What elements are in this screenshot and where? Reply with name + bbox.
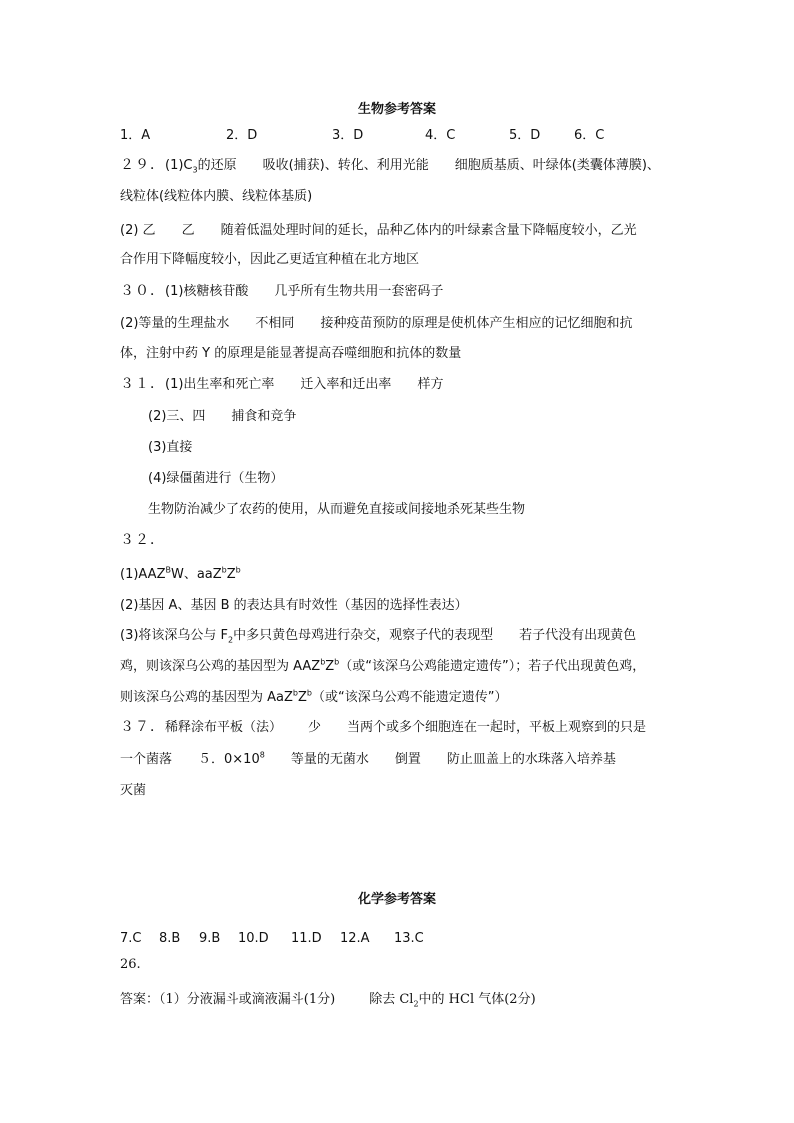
q32-text: （或“该深乌公鸡不能遗定遗传”） [311,690,508,705]
bio-title: 生物参考答案 [357,102,436,117]
q26-text: 除去 Cl [369,992,414,1007]
chem-title: 化学参考答案 [357,892,436,907]
q37-text: ５．0×10 [198,752,260,767]
q37-text: 等量的无菌水 [290,752,369,767]
q32-text: 中多只黄色母鸡进行杂交，观察子代的表现型 [233,628,494,643]
q26-answer-line [120,988,536,1009]
q29-line-3 [120,219,637,238]
q32-superscript: b [292,688,298,698]
mc-answer-13: 13.C [394,931,424,946]
q30-text: (2)等量的生理盐水 [120,316,230,331]
q29-text: (2) 乙 [120,223,156,238]
mc-answer-2: 2．D [226,128,258,143]
q31-text: 捕食和竞争 [231,409,297,424]
q26-text: 答案：（1）分液漏斗或滴液漏斗(1分) [120,992,336,1007]
q31-text: 迁入率和迁出率 [300,377,392,392]
q31-line-5: 生物防治减少了农药的使用，从而避免直接或间接地杀死某些生物 [148,502,526,517]
q37-line-1 [120,716,646,736]
q26-subscript: 2 [413,999,419,1009]
q32-superscript: b [235,565,241,575]
q37-text: 倒置 [394,752,421,767]
q29-text: 吸收(捕获)、转化、利用光能 [262,158,429,173]
q29-number: ２９． [120,157,165,173]
q30-line-3: 体，注射中药 Y 的原理是能显著提高吞噬细胞和抗体的数量 [120,346,462,361]
q26-number: 26. [120,957,141,972]
q32-text: （或“该深乌公鸡能遗定遗传”）；若子代出现黄色鸡， [339,659,646,674]
q30-text: 不相同 [255,316,295,331]
q30-text: 接种疫苗预防的原理是使机体产生相应的记忆细胞和抗 [320,316,633,331]
q37-line-3: 灭菌 [120,783,147,798]
chem-mc-answers [120,931,440,947]
q31-text: (1)出生率和死亡率 [165,377,275,392]
bio-mc-answers [120,124,720,143]
mc-answer-7: 7.C [120,931,142,946]
q37-text: 少 [308,720,322,735]
q32-text: Z [325,659,335,674]
q29-line-2: 线粒体(线粒体内膜、线粒体基质) [120,189,313,204]
q37-line-2 [120,748,616,767]
q32-line-3 [120,624,636,645]
q31-line-3: (3)直接 [148,440,193,455]
q32-text: (1)AAZ [120,567,166,582]
q30-number: ３０． [120,283,165,299]
q31-line-1 [120,373,443,393]
mc-answer-12: 12.A [340,931,370,946]
q32-line-2: (2)基因 A、基因 B 的表达具有时效性（基因的选择性表达） [120,598,468,613]
q37-superscript: 8 [259,750,265,760]
mc-answer-10: 10.D [238,931,269,946]
q29-line-1 [120,154,660,175]
mc-answer-1: 1．A [120,128,151,143]
q37-number: ３７． [120,719,165,735]
q32-text: W、aaZ [170,567,222,582]
q29-text: 的还原 [197,158,237,173]
q32-text: Z [226,567,236,582]
q30-text: (1)核糖核苷酸 [165,284,249,299]
q37-text: 当两个或多个细胞连在一起时，平板上观察到的只是 [347,720,647,735]
q30-line-2 [120,312,632,331]
q29-text: 细胞质基质、叶绿体(类囊体薄膜)、 [454,158,660,173]
q29-text: 乙 [181,223,195,238]
q32-text: 则该深乌公鸡的基因型为 AaZ [120,690,293,705]
q30-text: 几乎所有生物共用一套密码子 [274,284,444,299]
q31-line-2 [148,405,296,424]
q32-line-1 [120,563,241,582]
q32-superscript: b [320,657,326,667]
mc-answer-8: 8.B [159,931,181,946]
q37-text: 稀释涂布平板（法） [165,720,283,735]
q32-text: Z [297,690,307,705]
mc-answer-5: 5．D [509,128,541,143]
q37-text: 一个菌落 [120,752,173,767]
q32-text: 鸡，则该深乌公鸡的基因型为 AAZ [120,659,321,674]
q26-text: 中的 HCl 气体(2分) [418,992,536,1007]
q29-text: 随着低温处理时间的延长，品种乙体内的叶绿素含量下降幅度较小，乙光 [220,223,637,238]
q32-text: 若子代没有出现黄色 [519,628,637,643]
mc-answer-6: 6．C [574,128,605,143]
q32-superscript: b [221,565,227,575]
mc-answer-11: 11.D [291,931,322,946]
q29-line-4: 合作用下降幅度较小，因此乙更适宜种植在北方地区 [120,252,420,267]
q31-line-4: (4)绿僵菌进行（生物） [148,471,284,486]
q32-line-5 [120,686,507,705]
q29-text: (1)C [165,158,193,173]
q32-superscript: B [165,565,171,575]
mc-answer-9: 9.B [199,931,221,946]
q31-number: ３１． [120,376,165,392]
q32-superscript: b [334,657,340,667]
q32-superscript: b [306,688,312,698]
q31-text: (2)三、四 [148,409,206,424]
mc-answer-4: 4．C [425,128,456,143]
q29-subscript: 3 [192,165,198,175]
q30-line-1 [120,280,443,300]
q32-line-4 [120,655,645,674]
q31-text: 样方 [417,377,444,392]
q37-text: 防止皿盖上的水珠落入培养基 [446,752,616,767]
q32-number: ３２． [120,532,165,548]
q32-text: (3)将该深乌公与 F [120,628,229,643]
q32-subscript: 2 [228,635,234,645]
mc-answer-3: 3．D [332,128,364,143]
